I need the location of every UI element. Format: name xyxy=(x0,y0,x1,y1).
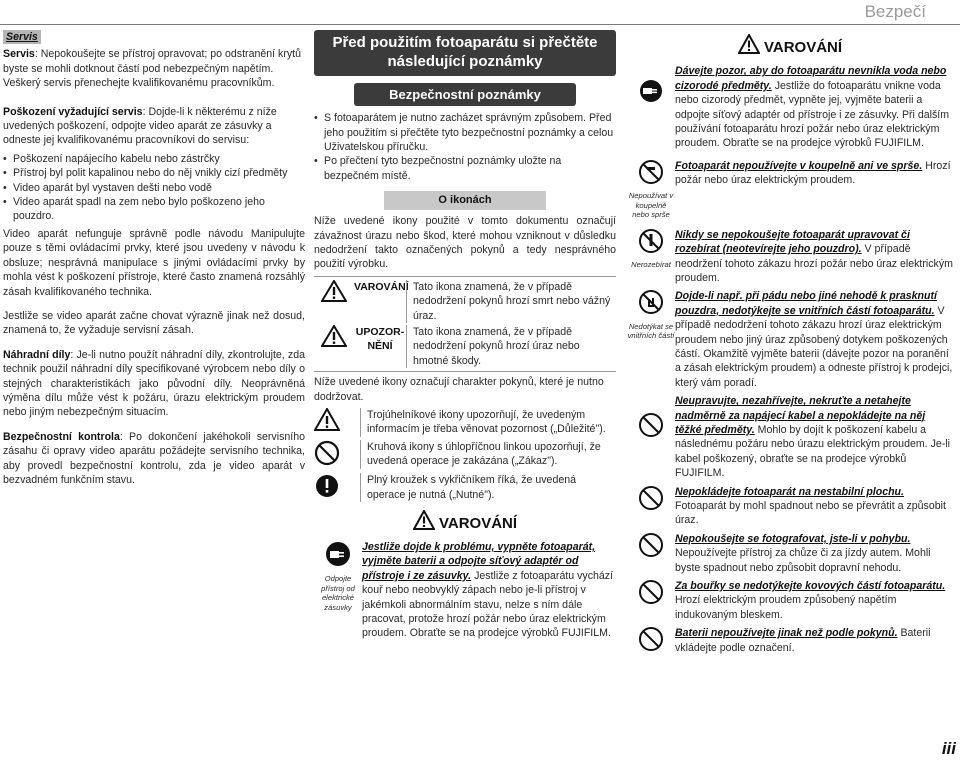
column-service xyxy=(3,30,305,491)
legend-caution xyxy=(314,325,616,368)
divider xyxy=(314,371,616,372)
legend-warning xyxy=(314,280,616,323)
legend-text: Tato ikona znamená, že v případě nedodržení pokynů hrozí úraz nebo hmotné škody. xyxy=(406,325,616,368)
prohibited-icon-block xyxy=(627,532,675,562)
warning-bathroom xyxy=(627,159,953,220)
parts-paragraph: Náhradní díly: Je-li nutno použít náhradní díly, zkontrolujte, zda technik použil náhradní díly specifikované výrobcem nebo díly o stejných charakteristikách jako původní díly. Neoprávněná výměna dílu může vést k požáru, úrazu elektrickým proudem nebo jiným nebezpečným situacím. xyxy=(3,348,305,419)
unplug-icon-block xyxy=(314,540,362,612)
servis-heading: Servis xyxy=(3,30,41,44)
warning-body: Neupravujte, nezahřívejte, nekruťte a netahejte nadměrně za napájecí kabel a nepokládejte na něj těžké předměty. Mohlo by dojít k poškození kabelu a následnému požáru nebo úrazu elektrickým proudem. Je-li kabel poškozený, obraťte se na prodejce výrobků FUJIFILM. xyxy=(675,395,950,480)
prohibited-icon-block xyxy=(627,485,675,515)
check-paragraph: Bezpečnostní kontrola: Po dokončení jakéhokoli servisního zásahu či opravy video aparátu požádejte servisního technika, aby provedl bezpečnostní kontrolu, zda je video aparát v bezvadném funkčním stavu. xyxy=(3,430,305,486)
mandatory-icon xyxy=(314,473,360,503)
damage-list xyxy=(3,152,305,224)
parts-term: Náhradní díly xyxy=(3,348,71,361)
prohibited-icon-block xyxy=(627,626,675,656)
symbols-intro: Níže uvedené ikony označují charakter pokynů, které je nutno dodržovat. xyxy=(314,376,604,403)
change-paragraph: Jestliže se video aparát začne chovat výrazně jinak než dosud, znamená to, že vyžaduje servisní zásah. xyxy=(3,309,305,337)
servis-term: Servis xyxy=(3,48,35,61)
unplug-icon xyxy=(638,78,664,104)
icons-heading: O ikonách xyxy=(384,191,546,210)
icon-caption: Nedotýkat se vnitřních částí xyxy=(627,321,675,341)
symbol-important xyxy=(314,408,616,437)
warning-unstable xyxy=(627,485,953,528)
warning-storm xyxy=(627,579,953,622)
warning-body: Za bouřky se nedotýkejte kovových částí fotoaparátu. Hrozí elektrickým proudem způsobený napětím indukovaným bleskem. xyxy=(675,580,946,621)
warning-body: Baterii nepoužívejte jinak než podle pokynů. Baterii vkládejte podle označení. xyxy=(675,627,931,654)
notes-list xyxy=(314,111,616,183)
no-shower-icon xyxy=(638,159,664,185)
no-disassembly-icon xyxy=(638,228,664,254)
warning-body: Nepokoušejte se fotografovat, jste-li v pohybu. Nepoužívejte přístroj za chůze či za jízdy autem. Mohli byste spadnout nebo způsobit dopravní nehodu. xyxy=(675,532,931,574)
warning-body: Fotoaparát nepoužívejte v koupelně ani ve sprše. Hrozí požár nebo úraz elektrickým proudem. xyxy=(675,159,951,187)
warning-unplug xyxy=(314,540,616,641)
caution-triangle-icon xyxy=(314,325,354,351)
column-safety-notes xyxy=(314,30,616,641)
prohibited-icon xyxy=(638,412,664,438)
warning-battery xyxy=(627,626,953,656)
warning-heading: VAROVÁNÍ xyxy=(627,34,953,60)
prohibited-icon-block xyxy=(627,579,675,609)
disassemble-icon-block xyxy=(627,228,675,270)
legend-name: VAROVÁNÍ xyxy=(354,280,409,293)
column-warnings xyxy=(627,30,953,657)
warning-body: Dojde-li např. při pádu nebo jiné nehodě k prasknutí pouzdra, nedotýkejte se vnitřních částí fotoaparátu. V případě nedodržení tohoto zákazu hrozí úraz elektrickým proudem nebo jiný úraz způsobený dotykem poškozených částí. Okamžitě vyjměte baterii (dávejte pozor na poranění a zásah elektrickým proudem) a odneste přístroj k prodejci, který vám poradí. xyxy=(675,290,953,389)
list-item: • Video aparát byl vystaven dešti nebo vodě xyxy=(3,181,305,195)
section-label: Bezpečí xyxy=(864,2,926,21)
warning-internal xyxy=(627,289,953,390)
symbol-text: Kruhová ikony s úhlopříčnou linkou upozorňují, že uvedená operace je zakázána („Zákaz"). xyxy=(360,440,616,469)
prohibited-icon xyxy=(638,579,664,605)
list-item: • Přístroj byl polit kapalinou nebo do něj vnikly cizí předměty xyxy=(3,166,305,180)
divider xyxy=(314,276,616,277)
main-heading: Před použitím fotoaparátu si přečtěte následující poznámky xyxy=(314,30,616,76)
warning-disassemble xyxy=(627,228,953,286)
warning-heading: VAROVÁNÍ xyxy=(314,510,616,536)
prohibited-icon xyxy=(314,440,360,470)
page-number: iii xyxy=(941,738,956,758)
prohibited-icon xyxy=(638,532,664,558)
warning-icon xyxy=(738,34,760,60)
water-icon-block xyxy=(627,64,675,108)
bathroom-icon-block xyxy=(627,159,675,220)
symbol-text: Trojúhelníkové ikony upozorňují, že uvedeným informacím je třeba věnovat pozornost („Důležité"). xyxy=(360,408,616,437)
icon-caption: Odpojte přístroj od elektrické zásuvky xyxy=(321,574,355,612)
damage-term: Poškození vyžadující servis xyxy=(3,105,143,118)
touch-icon-block xyxy=(627,289,675,340)
icon-caption: Nepoužívat v koupelně nebo sprše xyxy=(628,191,674,220)
prohibited-icon xyxy=(638,485,664,511)
warning-body: Dávejte pozor, aby do fotoaparátu nevnikla voda nebo cizorodé předměty. Jestliže do fotoaparátu vnikne voda nebo cizorodý předmět, vypněte jej, vyjměte baterii a odpojte síťový adaptér od přístroje i ze zásuvky. Při dalším používání fotoaparátu hrozí požár nebo úraz elektrickým proudem. Obraťte se na prodejce výrobků FUJIFILM. xyxy=(675,65,950,150)
servis-paragraph: Servis: Nepokoušejte se přístroj opravovat; po odstranění krytů byste se mohli dotknout částí pod nebezpečným napětím. Veškerý servis přenechejte kvalifikovanému pracovníkům. xyxy=(3,48,301,90)
warning-body: Nepokládejte fotoaparát na nestabilní plochu. Fotoaparát by mohl spadnout nebo se převrátit a způsobit úraz. xyxy=(675,485,946,527)
symbol-forbidden xyxy=(314,440,616,470)
warning-moving xyxy=(627,532,953,575)
warning-body: Jestliže dojde k problému, vypněte fotoaparát, vyjměte baterii a odpojte síťový adaptér od přístroje i ze zásuvky. Jestliže z fotoaparátu vychází kouř nebo neobvyklý zápach nebo je-li přístroj v jakémkoli abnormálním stavu, nelze s ním dále pracovat, protože hrozí požár nebo úraz elektrickým proudem. Obraťte se na prodejce výrobků FUJIFILM. xyxy=(362,541,614,640)
safety-notes-heading: Bezpečnostní poznámky xyxy=(354,83,576,107)
top-rule xyxy=(0,24,960,25)
warning-cable xyxy=(627,394,953,480)
list-item: • S fotoaparátem je nutno zacházet správným způsobem. Před jeho použitím si přečtěte tyto bezpečnostní poznámky a celou Uživatelskou příručku. xyxy=(314,111,616,154)
warning-water xyxy=(627,64,953,150)
warning-body: Nikdy se nepokoušejte fotoaparát upravovat či rozebírat (neotevírejte jeho pouzdro). V případě neodržení tohoto zákazu hrozí požár nebo úraz elektrickým proudem. xyxy=(675,228,953,284)
symbol-text: Plný kroužek s vykřičníkem říká, že uvedená operace je nutná („Nutné"). xyxy=(360,473,616,502)
legend-text: Tato ikona znamená, že v případě nedodržení pokynů hrozí smrt nebo vážný úraz. xyxy=(406,280,616,323)
no-touch-icon xyxy=(638,289,664,315)
icons-intro: Níže uvedené ikony použité v tomto dokumentu označují závažnost úrazu nebo škod, které mohou vzniknout v důsledku nedodržení takto označených pokynů a tedy nesprávného použití výrobku. xyxy=(314,215,616,271)
unplug-icon xyxy=(324,540,352,568)
legend-name: UPOZOR-NĚNÍ xyxy=(355,326,405,353)
damage-paragraph: Poškození vyžadující servis: Dojde-li k některému z níže uvedených poškození, odpojte video aparát ze zásuvky a odneste jej kvalifikovanému pracovníkovi do servisu: xyxy=(3,105,277,147)
warning-triangle-icon xyxy=(314,280,354,306)
check-term: Bezpečnostní kontrola xyxy=(3,430,120,443)
icon-caption: Nerozebírat xyxy=(631,260,671,270)
triangle-exclamation-icon xyxy=(314,408,360,436)
list-item: • Po přečtení tyto bezpečnostní poznámky uložte na bezpečném místě. xyxy=(314,154,616,183)
warning-icon xyxy=(413,510,435,536)
list-item: • Poškození napájecího kabelu nebo zástrčky xyxy=(3,152,305,166)
prohibited-icon-block xyxy=(627,394,675,442)
manual-paragraph: Video aparát nefunguje správně podle návodu Manipulujte pouze s těmi ovládacími prvky, které jsou uvedeny v návodu k obsluze; nesprávná manipulace s jinými ovládacími prvky by mohla vést k poškození přístroje, které často znamená rozsáhlý zásah kvalifikovaného technika. xyxy=(3,227,305,298)
prohibited-icon xyxy=(638,626,664,652)
symbol-mandatory xyxy=(314,473,616,503)
list-item: • Video aparát spadl na zem nebo bylo poškozeno jeho pouzdro. xyxy=(3,195,305,224)
